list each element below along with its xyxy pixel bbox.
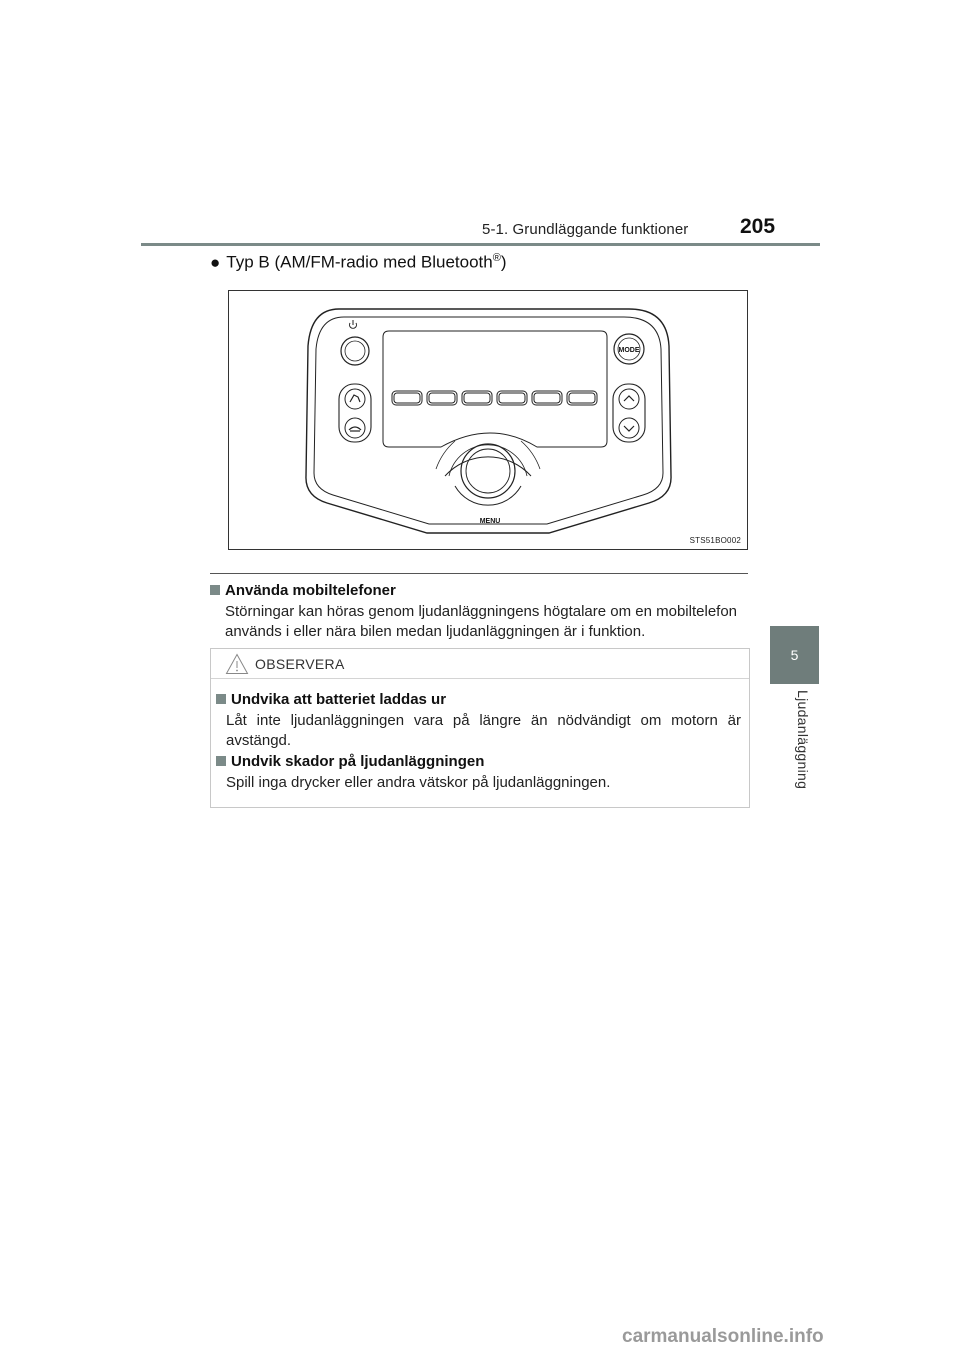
- header-section-title: 5-1. Grundläggande funktioner: [482, 221, 689, 238]
- notice-item-body: Spill inga drycker eller andra vätskor på ljudanläggningen.: [226, 774, 611, 791]
- registered-mark: ®: [492, 252, 501, 264]
- type-heading-text: Typ B (AM/FM-radio med Bluetooth: [226, 252, 493, 272]
- preset-buttons: [392, 391, 597, 405]
- chapter-tab: 5: [770, 626, 819, 684]
- bullet: ●: [210, 252, 221, 272]
- notice-header: [211, 649, 749, 679]
- notice-box: [210, 648, 750, 808]
- phone-pickup-icon: [350, 395, 360, 402]
- square-bullet: [216, 756, 226, 766]
- page-number: 205: [740, 215, 776, 238]
- seek-up-button: [619, 389, 639, 409]
- phone-pickup-button: [345, 389, 365, 409]
- section-heading: [210, 582, 396, 599]
- type-heading: [210, 252, 507, 273]
- section-heading-text: Använda mobiltelefoner: [225, 582, 396, 599]
- section-rule: [210, 573, 748, 574]
- chevron-down-icon: [624, 426, 634, 431]
- header-rule: [141, 243, 820, 246]
- menu-knob: [436, 441, 540, 505]
- chevron-up-icon: [624, 396, 634, 401]
- notice-item-heading-text: Undvik skador på ljudanläggningen: [231, 753, 485, 770]
- display-panel: [383, 331, 607, 447]
- seek-down-button: [619, 418, 639, 438]
- notice-item-heading-text: Undvika att batteriet laddas ur: [231, 691, 447, 708]
- figure-code: STS51BO002: [689, 536, 741, 545]
- section-body: Störningar kan höras genom ljudanläggningens högtalare om en mobiltelefon används i eller nära bilen medan ljudanläggningen är i funktion.: [225, 603, 738, 640]
- seek-button-group: [613, 384, 645, 442]
- notice-item-body: Låt inte ljudanläggningen vara på längre än nödvändigt om motorn är avstängd.: [226, 712, 741, 749]
- warning-triangle-icon: [225, 653, 249, 675]
- mode-label: MODE: [618, 347, 640, 354]
- type-heading-closing: ): [500, 252, 507, 272]
- phone-hangup-button: [345, 418, 365, 438]
- watermark: carmanualsonline.info: [622, 1326, 824, 1347]
- square-bullet: [210, 585, 220, 595]
- phone-button-group: [339, 384, 371, 442]
- notice-item-heading: [216, 691, 446, 708]
- audio-unit-illustration: [229, 291, 747, 549]
- notice-title: OBSERVERA: [255, 656, 345, 672]
- menu-label: MENU: [479, 518, 501, 525]
- notice-item-heading: [216, 753, 484, 770]
- power-icon: [350, 320, 357, 328]
- figure-audio-unit: [228, 290, 748, 550]
- square-bullet: [216, 694, 226, 704]
- chapter-label: Ljudanläggning: [795, 690, 811, 790]
- phone-hangup-icon: [349, 427, 361, 431]
